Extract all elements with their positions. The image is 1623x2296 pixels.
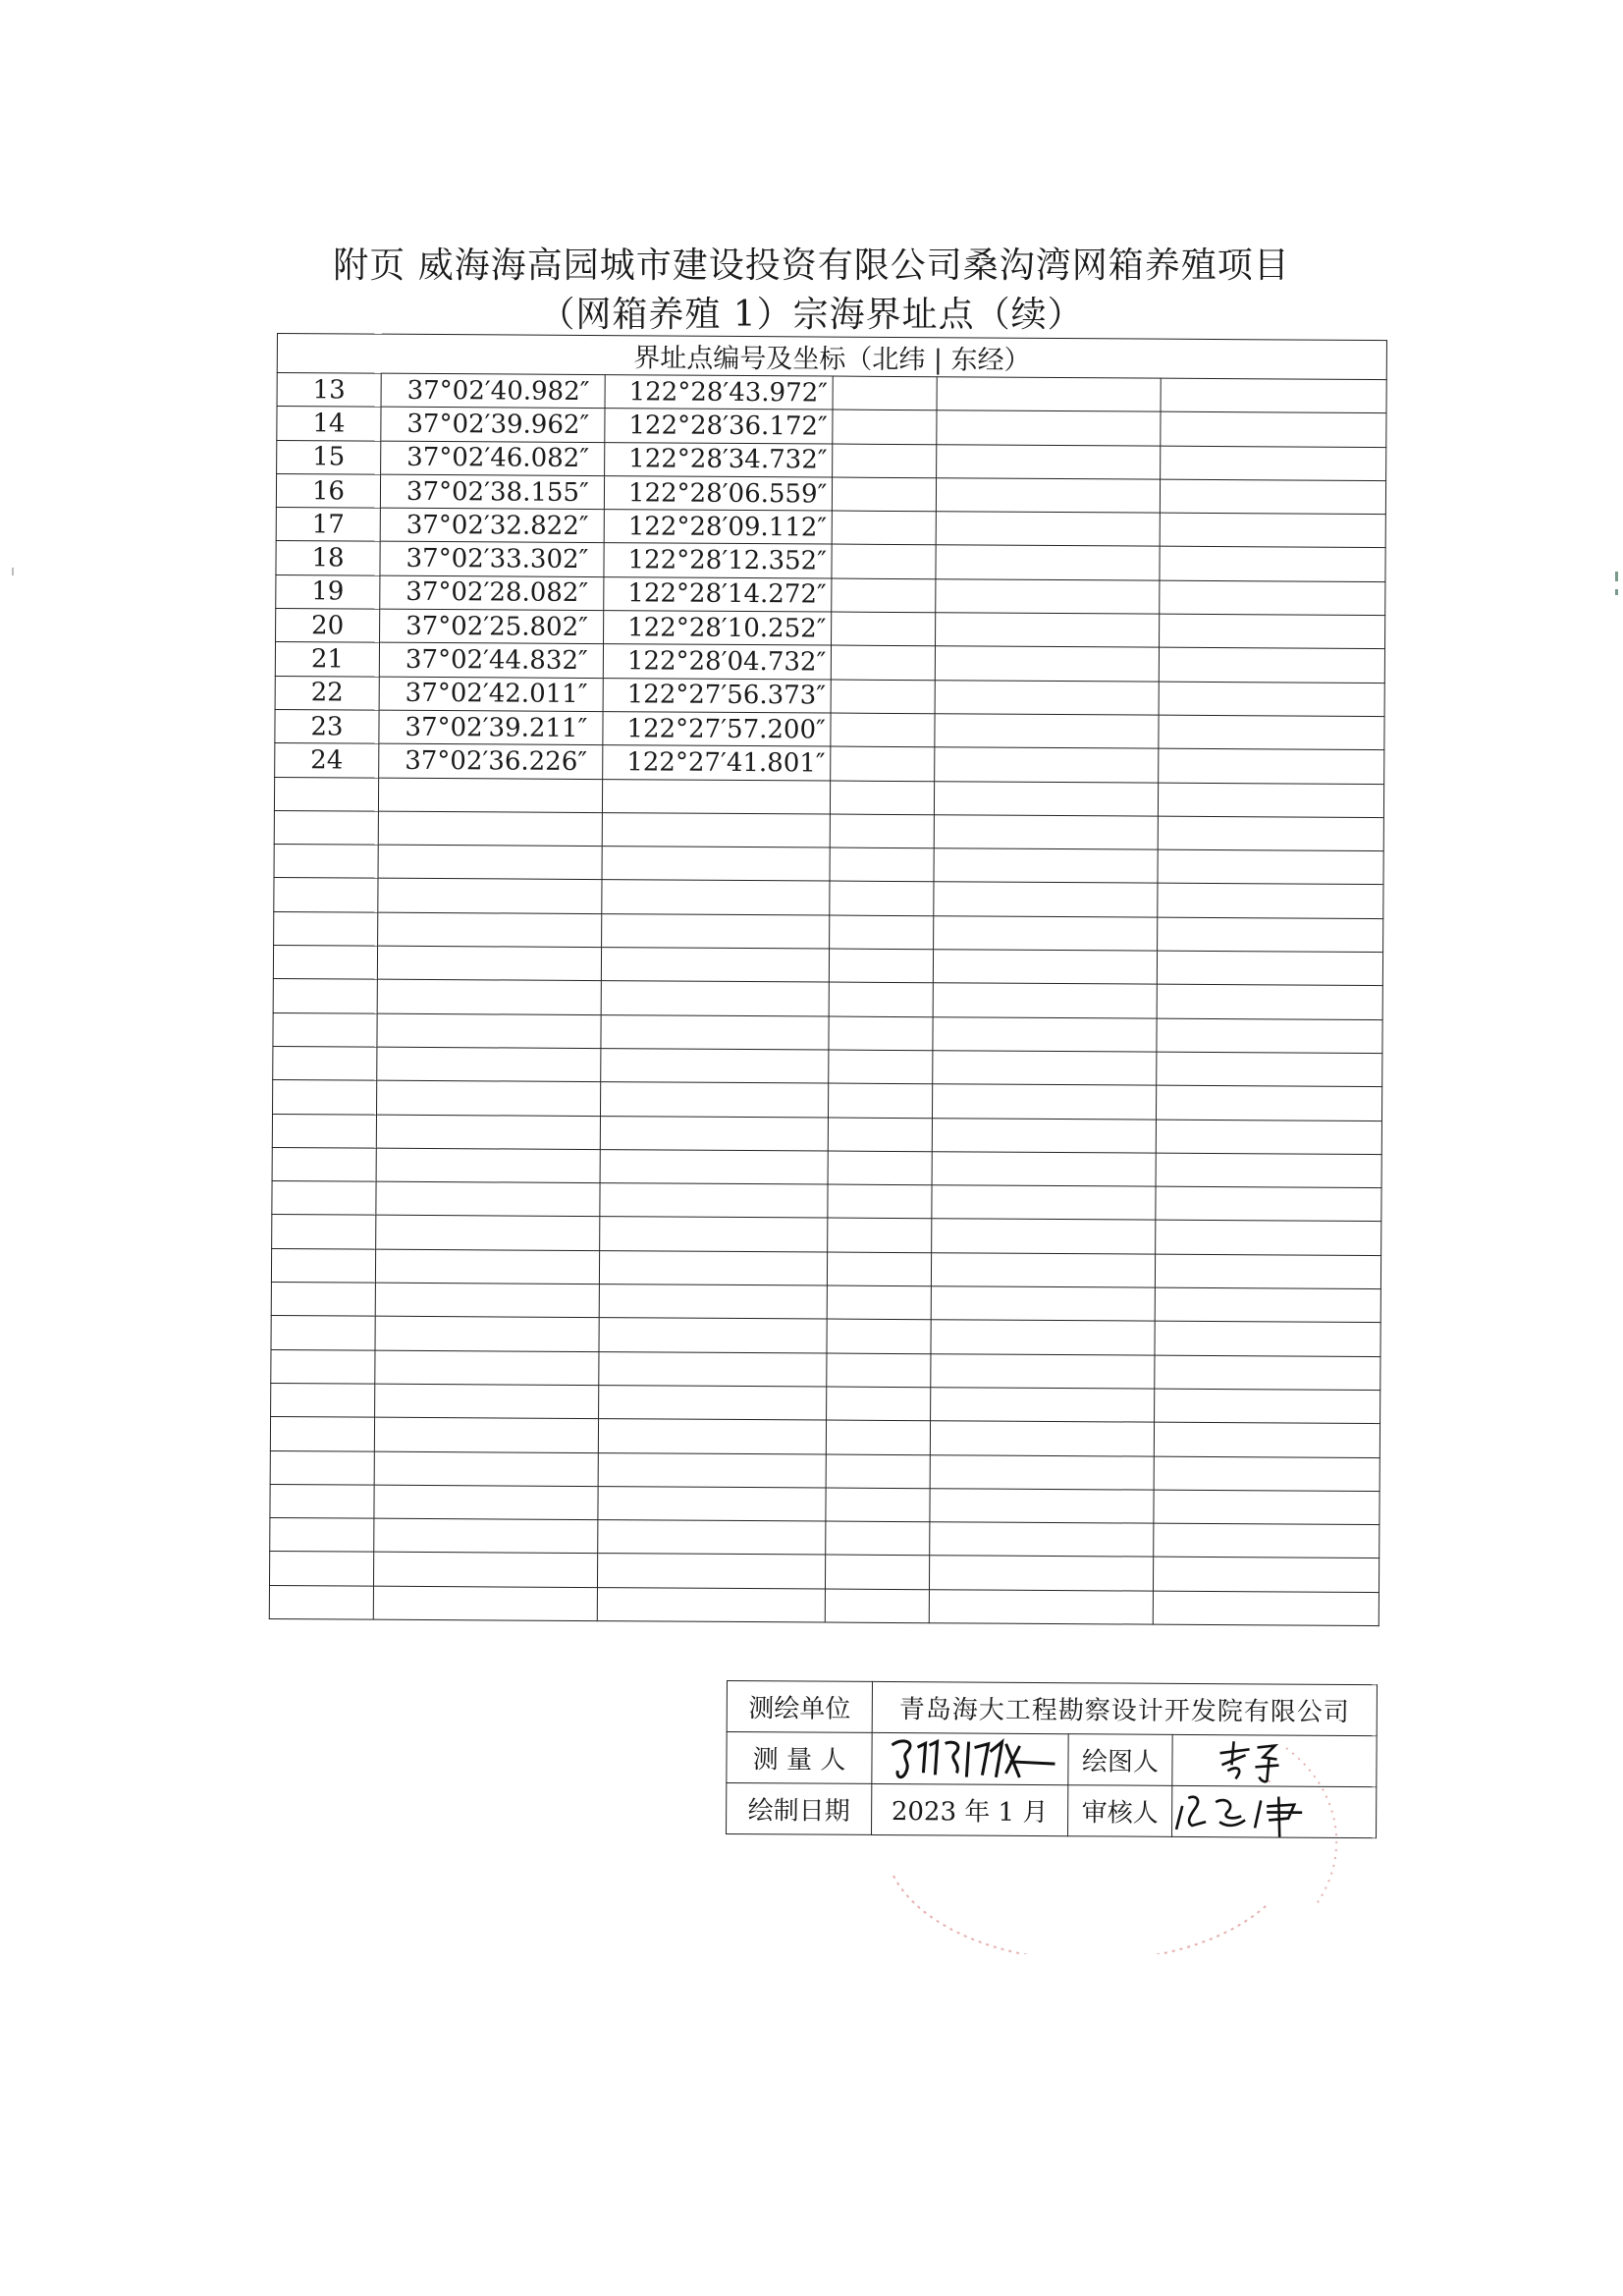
empty-cell <box>930 1522 1154 1558</box>
scan-edge-mark <box>1615 572 1618 581</box>
empty-cell <box>598 1419 826 1454</box>
drafter-signature <box>1172 1734 1377 1786</box>
empty-cell <box>378 879 602 914</box>
point-number-cell: 19 <box>276 574 380 609</box>
longitude-cell: 122°28′36.172″ <box>605 409 833 444</box>
table-header-row <box>277 334 1386 380</box>
empty-cell <box>1158 917 1383 953</box>
point-number-cell: 21 <box>275 642 379 677</box>
empty-cell <box>829 1016 933 1051</box>
surveyor-label: 测 量 人 <box>727 1732 872 1784</box>
empty-cell <box>932 1084 1156 1120</box>
empty-cell <box>1157 951 1382 986</box>
longitude-cell: 122°28′09.112″ <box>604 510 832 545</box>
empty-cell <box>601 981 829 1016</box>
longitude-cell-2 <box>1160 479 1385 515</box>
empty-cell <box>600 1149 828 1184</box>
empty-cell <box>1158 884 1383 919</box>
empty-cell <box>602 880 830 915</box>
empty-cell <box>274 810 378 845</box>
empty-cell <box>1157 984 1382 1019</box>
latitude-cell-2 <box>936 512 1160 547</box>
empty-cell <box>830 847 934 882</box>
empty-cell <box>826 1420 930 1454</box>
empty-cell <box>827 1319 931 1353</box>
empty-cell <box>934 915 1158 951</box>
empty-cell <box>1155 1389 1380 1424</box>
empty-cell <box>376 1181 600 1217</box>
empty-cell <box>270 1518 374 1553</box>
empty-cell <box>374 1451 598 1487</box>
longitude-cell-2 <box>1161 378 1386 413</box>
longitude-cell: 122°28′04.732″ <box>603 644 831 680</box>
empty-cell <box>830 882 934 916</box>
latitude-cell-2 <box>936 478 1160 514</box>
empty-cell <box>933 1016 1157 1052</box>
empty-cell <box>602 812 830 847</box>
empty-cell <box>375 1316 599 1351</box>
empty-cell <box>931 1388 1155 1423</box>
empty-cell <box>602 779 830 814</box>
latitude-cell: 37°02′25.802″ <box>380 609 604 644</box>
empty-cell <box>599 1285 827 1320</box>
empty-cell <box>375 1384 599 1419</box>
latitude-cell-2 <box>936 579 1160 615</box>
empty-cell <box>827 1387 931 1421</box>
empty-cell <box>829 949 933 983</box>
empty-cell <box>373 1553 597 1588</box>
empty-cell <box>1155 1355 1380 1391</box>
point-number-cell-2 <box>831 680 935 714</box>
empty-cell <box>828 1083 932 1118</box>
empty-cell <box>602 913 830 949</box>
point-number-cell: 16 <box>276 473 380 508</box>
empty-cell <box>274 878 378 912</box>
empty-cell <box>377 979 601 1014</box>
latitude-cell: 37°02′42.011″ <box>379 677 603 712</box>
empty-cell <box>272 1215 376 1249</box>
empty-cell <box>374 1417 598 1452</box>
empty-cell <box>828 1118 932 1152</box>
draw-date-value: 2023 年 1 月 <box>872 1783 1068 1835</box>
empty-cell <box>932 1152 1156 1187</box>
empty-cell <box>377 1080 601 1116</box>
empty-cell <box>830 781 934 815</box>
longitude-cell-2 <box>1160 547 1385 582</box>
point-number-cell: 17 <box>276 508 380 542</box>
point-number-cell-2 <box>831 746 935 781</box>
longitude-cell: 122°27′56.373″ <box>603 678 831 713</box>
empty-cell <box>600 1116 828 1151</box>
empty-cell <box>1155 1287 1380 1323</box>
latitude-cell: 37°02′46.082″ <box>381 441 605 476</box>
empty-cell <box>598 1520 826 1556</box>
empty-cell <box>274 777 378 811</box>
empty-cell <box>1156 1186 1381 1222</box>
longitude-cell: 122°27′41.801″ <box>603 745 831 781</box>
empty-cell <box>377 1047 601 1082</box>
longitude-cell: 122°28′14.272″ <box>604 576 832 612</box>
empty-cell <box>601 1049 829 1084</box>
empty-cell <box>598 1452 826 1488</box>
empty-cell <box>929 1589 1153 1624</box>
reviewer-signature-image <box>1172 1786 1377 1838</box>
empty-cell <box>1154 1456 1380 1492</box>
latitude-cell: 37°02′32.822″ <box>380 508 604 543</box>
empty-cell <box>598 1486 826 1521</box>
empty-cell <box>825 1589 929 1623</box>
empty-cell <box>375 1283 599 1318</box>
latitude-cell: 37°02′38.155″ <box>380 474 604 510</box>
longitude-cell-2 <box>1159 648 1384 683</box>
empty-cell <box>269 1585 373 1619</box>
empty-cell <box>270 1450 374 1485</box>
empty-cell <box>599 1318 827 1353</box>
empty-cell <box>376 1148 600 1183</box>
point-number-cell-2 <box>832 477 936 512</box>
survey-unit-value: 青岛海大工程勘察设计开发院有限公司 <box>872 1681 1377 1735</box>
empty-cell <box>934 882 1158 917</box>
empty-cell <box>827 1353 931 1388</box>
empty-cell <box>378 778 602 813</box>
latitude-cell-2 <box>935 747 1159 783</box>
empty-cell <box>273 979 377 1013</box>
table-body <box>269 373 1386 1626</box>
empty-cell <box>1154 1523 1380 1558</box>
empty-cell <box>1155 1254 1380 1289</box>
empty-cell <box>270 1484 374 1518</box>
survey-unit-label: 测绘单位 <box>727 1681 872 1733</box>
empty-cell <box>829 1050 933 1084</box>
longitude-cell: 122°28′12.352″ <box>604 543 832 578</box>
latitude-cell: 37°02′39.962″ <box>381 407 605 442</box>
empty-cell <box>374 1518 598 1554</box>
empty-cell <box>378 811 602 847</box>
empty-cell <box>378 845 602 880</box>
empty-cell <box>932 1118 1156 1153</box>
empty-cell <box>600 1183 828 1219</box>
empty-cell <box>933 983 1157 1018</box>
empty-cell <box>932 1219 1156 1254</box>
empty-cell <box>1158 849 1383 885</box>
point-number-cell: 20 <box>276 609 380 643</box>
empty-cell <box>930 1421 1154 1456</box>
empty-cell <box>375 1350 599 1386</box>
empty-cell <box>269 1552 373 1586</box>
empty-cell <box>376 1216 600 1251</box>
empty-cell <box>597 1554 825 1589</box>
document-subtitle: （网箱养殖 1）宗海界址点（续） <box>539 295 1084 335</box>
empty-cell <box>271 1383 375 1417</box>
empty-cell <box>1156 1120 1381 1155</box>
empty-cell <box>934 848 1158 884</box>
empty-cell <box>1155 1321 1380 1356</box>
empty-cell <box>825 1555 929 1589</box>
empty-cell <box>597 1587 825 1622</box>
empty-cell <box>1156 1153 1381 1188</box>
empty-cell <box>600 1217 828 1252</box>
empty-cell <box>827 1285 931 1320</box>
empty-cell <box>377 946 601 981</box>
table-header: 界址点编号及坐标（北纬 | 东经） <box>277 334 1386 380</box>
empty-cell <box>934 781 1158 816</box>
empty-cell <box>599 1385 827 1420</box>
empty-cell <box>1158 816 1383 851</box>
empty-cell <box>933 950 1157 985</box>
empty-cell <box>934 815 1158 850</box>
longitude-cell: 122°28′43.972″ <box>605 375 833 410</box>
empty-cell <box>1153 1591 1379 1626</box>
point-number-cell-2 <box>832 511 936 545</box>
longitude-cell-2 <box>1159 715 1384 750</box>
empty-cell <box>373 1586 597 1621</box>
empty-cell <box>827 1252 931 1286</box>
empty-cell <box>270 1417 374 1451</box>
point-number-cell-2 <box>831 645 935 680</box>
point-number-cell-2 <box>833 410 937 444</box>
point-number-cell: 13 <box>277 373 381 408</box>
latitude-cell: 37°02′36.226″ <box>379 743 603 779</box>
empty-cell <box>376 1115 600 1150</box>
empty-cell <box>1156 1221 1381 1256</box>
svg-text:·: · <box>1267 1772 1272 1791</box>
reviewer-signature <box>1172 1785 1377 1837</box>
point-number-cell: 18 <box>276 541 380 575</box>
surveyor-signature-image <box>872 1733 1068 1784</box>
longitude-cell: 122°28′06.559″ <box>604 475 832 511</box>
latitude-cell-2 <box>937 444 1161 479</box>
empty-cell <box>271 1282 375 1316</box>
empty-cell <box>271 1316 375 1350</box>
empty-cell <box>1156 1085 1381 1121</box>
longitude-cell-2 <box>1161 446 1386 481</box>
point-number-cell: 23 <box>275 709 379 743</box>
empty-cell <box>271 1349 375 1384</box>
empty-cell <box>830 814 934 848</box>
longitude-cell-2 <box>1160 614 1385 649</box>
latitude-cell-2 <box>935 646 1159 682</box>
empty-cell <box>272 1147 376 1181</box>
latitude-cell: 37°02′28.082″ <box>380 575 604 611</box>
empty-cell <box>931 1353 1155 1389</box>
empty-cell <box>830 915 934 950</box>
point-number-cell-2 <box>833 444 937 478</box>
latitude-cell-2 <box>935 714 1159 749</box>
point-number-cell-2 <box>832 545 936 579</box>
latitude-cell-2 <box>935 680 1159 715</box>
empty-cell <box>931 1252 1155 1287</box>
point-number-cell: 14 <box>277 407 381 441</box>
empty-cell <box>1154 1422 1380 1457</box>
empty-cell <box>1157 1018 1382 1054</box>
empty-cell <box>930 1454 1154 1490</box>
latitude-cell: 37°02′44.832″ <box>379 643 603 679</box>
latitude-cell-2 <box>937 410 1161 446</box>
empty-cell <box>375 1249 599 1285</box>
empty-cell <box>600 1082 828 1118</box>
empty-cell <box>1158 783 1383 818</box>
empty-cell <box>1153 1558 1379 1593</box>
empty-cell <box>374 1485 598 1520</box>
latitude-cell: 37°02′40.982″ <box>381 373 605 409</box>
empty-cell <box>274 911 378 946</box>
empty-cell <box>273 946 377 980</box>
empty-cell <box>601 948 829 983</box>
empty-cell <box>271 1248 375 1283</box>
latitude-cell-2 <box>937 377 1161 412</box>
latitude-cell: 37°02′39.211″ <box>379 710 603 745</box>
longitude-cell-2 <box>1161 411 1386 447</box>
longitude-cell-2 <box>1159 748 1384 784</box>
empty-cell <box>272 1114 376 1148</box>
empty-cell <box>273 1046 377 1080</box>
point-number-cell-2 <box>831 713 935 747</box>
empty-cell <box>826 1521 930 1556</box>
latitude-cell-2 <box>936 613 1160 648</box>
longitude-cell: 122°27′57.200″ <box>603 712 831 747</box>
point-number-cell-2 <box>832 612 936 646</box>
empty-cell <box>826 1488 930 1522</box>
scan-edge-mark <box>12 568 14 575</box>
boundary-point-table <box>269 333 1387 1626</box>
point-number-cell: 22 <box>275 676 379 710</box>
scan-edge-mark <box>1615 589 1618 595</box>
empty-cell <box>378 912 602 948</box>
empty-cell <box>273 1012 377 1047</box>
point-number-cell-2 <box>833 376 937 410</box>
longitude-cell: 122°28′10.252″ <box>604 611 832 646</box>
empty-cell <box>932 1185 1156 1221</box>
empty-cell <box>602 847 830 882</box>
point-number-cell: 24 <box>275 743 379 778</box>
empty-cell <box>931 1286 1155 1322</box>
empty-cell <box>929 1556 1153 1591</box>
surveyor-signature <box>872 1732 1068 1784</box>
empty-cell <box>274 845 378 879</box>
signoff-table <box>726 1680 1378 1838</box>
latitude-cell-2 <box>936 545 1160 580</box>
table-row-empty <box>269 1585 1379 1625</box>
empty-cell <box>599 1250 827 1285</box>
signoff-row-unit <box>727 1681 1377 1736</box>
empty-cell <box>601 1014 829 1050</box>
longitude-cell-2 <box>1160 513 1385 548</box>
empty-cell <box>931 1320 1155 1355</box>
longitude-cell-2 <box>1160 580 1385 616</box>
longitude-cell: 122°28′34.732″ <box>605 442 833 477</box>
draw-date-label: 绘制日期 <box>727 1783 872 1835</box>
empty-cell <box>828 1184 932 1219</box>
reviewer-label: 审核人 <box>1068 1785 1172 1837</box>
empty-cell <box>599 1351 827 1387</box>
drafter-label: 绘图人 <box>1068 1734 1172 1786</box>
document-title: 附页 威海海高园城市建设投资有限公司桑沟湾网箱养殖项目 <box>333 246 1290 286</box>
empty-cell <box>377 1013 601 1049</box>
point-number-cell: 15 <box>277 440 381 474</box>
longitude-cell-2 <box>1159 682 1384 717</box>
empty-cell <box>930 1488 1154 1523</box>
empty-cell <box>826 1454 930 1489</box>
empty-cell <box>1154 1490 1380 1525</box>
empty-cell <box>272 1181 376 1216</box>
empty-cell <box>828 1218 932 1252</box>
point-number-cell-2 <box>832 578 936 613</box>
drafter-signature-image <box>1172 1735 1377 1786</box>
signoff-row-date <box>727 1783 1377 1838</box>
empty-cell <box>1157 1052 1382 1087</box>
empty-cell <box>828 1151 932 1185</box>
empty-cell <box>933 1051 1157 1086</box>
latitude-cell: 37°02′33.302″ <box>380 542 604 577</box>
signoff-row-people <box>727 1732 1377 1787</box>
empty-cell <box>829 982 933 1016</box>
empty-cell <box>273 1080 377 1115</box>
